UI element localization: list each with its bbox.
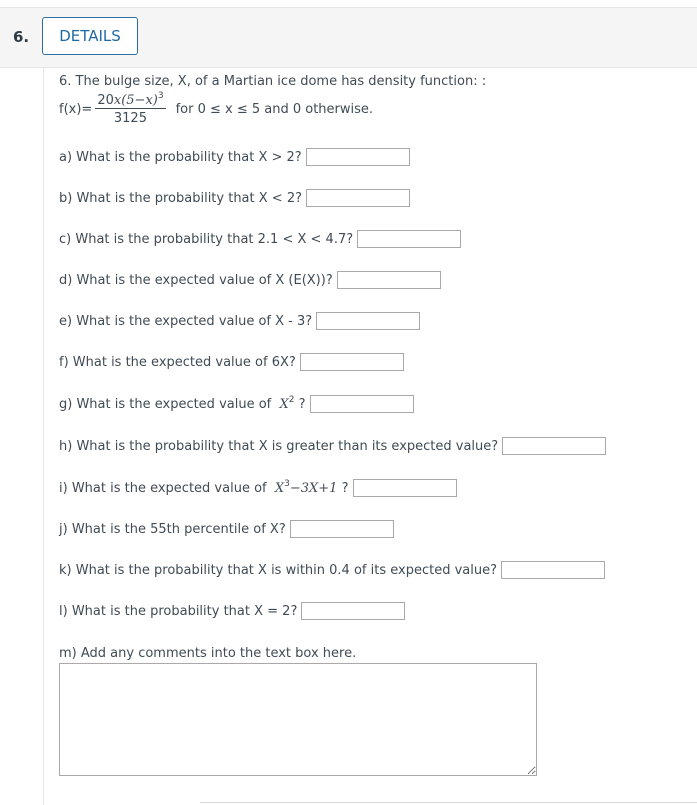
answer-k-input[interactable]: [501, 561, 605, 579]
part-b-label: b) What is the probability that X < 2?: [59, 190, 302, 206]
part-a-label: a) What is the probability that X > 2?: [59, 149, 302, 165]
bottom-divider: [200, 802, 697, 803]
part-m-label: m) Add any comments into the text box here.: [59, 646, 357, 661]
fx-label: f(x)=: [59, 102, 93, 117]
part-g: [59, 395, 414, 413]
density-fraction: [95, 93, 165, 126]
part-e-label: e) What is the expected value of X - 3?: [59, 313, 313, 329]
question-header: [0, 7, 697, 68]
part-g-label: g) What is the expected value of $X^2$ ?: [59, 394, 306, 412]
part-j-label: j) What is the 55th percentile of X?: [59, 521, 286, 537]
part-h-label: h) What is the probability that X is greater than its expected value?: [59, 438, 499, 454]
part-i: [59, 479, 457, 497]
part-b: [59, 189, 410, 207]
part-j: [59, 520, 394, 538]
part-k-label: k) What is the probability that X is within 0.4 of its expected value?: [59, 562, 497, 578]
density-function: [59, 93, 373, 126]
part-k: [59, 561, 605, 579]
fraction-numerator: $20x(5-x)^3$: [97, 91, 164, 108]
question-intro: 6. The bulge size, X, of a Martian ice dome has density function: :: [59, 74, 487, 89]
details-button[interactable]: DETAILS: [42, 17, 138, 55]
answer-e-input[interactable]: [316, 312, 420, 330]
fraction-denominator: 3125: [113, 111, 147, 126]
part-c-label: c) What is the probability that 2.1 < X < 4.7?: [59, 231, 354, 247]
part-d: [59, 271, 441, 289]
part-f: [59, 353, 404, 371]
answer-j-input[interactable]: [290, 520, 394, 538]
answer-b-input[interactable]: [306, 189, 410, 207]
answer-g-input[interactable]: [310, 395, 414, 413]
question-number: 6.: [13, 28, 30, 46]
part-i-label: i) What is the expected value of $X^3-3X+1$ ?: [59, 478, 349, 496]
answer-c-input[interactable]: [357, 230, 461, 248]
part-l-label: l) What is the probability that X = 2?: [59, 603, 298, 619]
part-l: [59, 602, 405, 620]
part-f-label: f) What is the expected value of 6X?: [59, 354, 296, 370]
part-e: [59, 312, 420, 330]
answer-d-input[interactable]: [337, 271, 441, 289]
part-d-label: d) What is the expected value of X (E(X))?: [59, 272, 333, 288]
part-a: [59, 148, 410, 166]
answer-i-input[interactable]: [353, 479, 457, 497]
density-condition: for 0 ≤ x ≤ 5 and 0 otherwise.: [175, 102, 374, 117]
answer-l-input[interactable]: [301, 602, 405, 620]
answer-f-input[interactable]: [300, 353, 404, 371]
part-h: [59, 437, 606, 455]
left-divider: [43, 67, 44, 805]
comments-textarea[interactable]: [59, 663, 537, 776]
answer-h-input[interactable]: [502, 437, 606, 455]
part-c: [59, 230, 461, 248]
answer-a-input[interactable]: [306, 148, 410, 166]
